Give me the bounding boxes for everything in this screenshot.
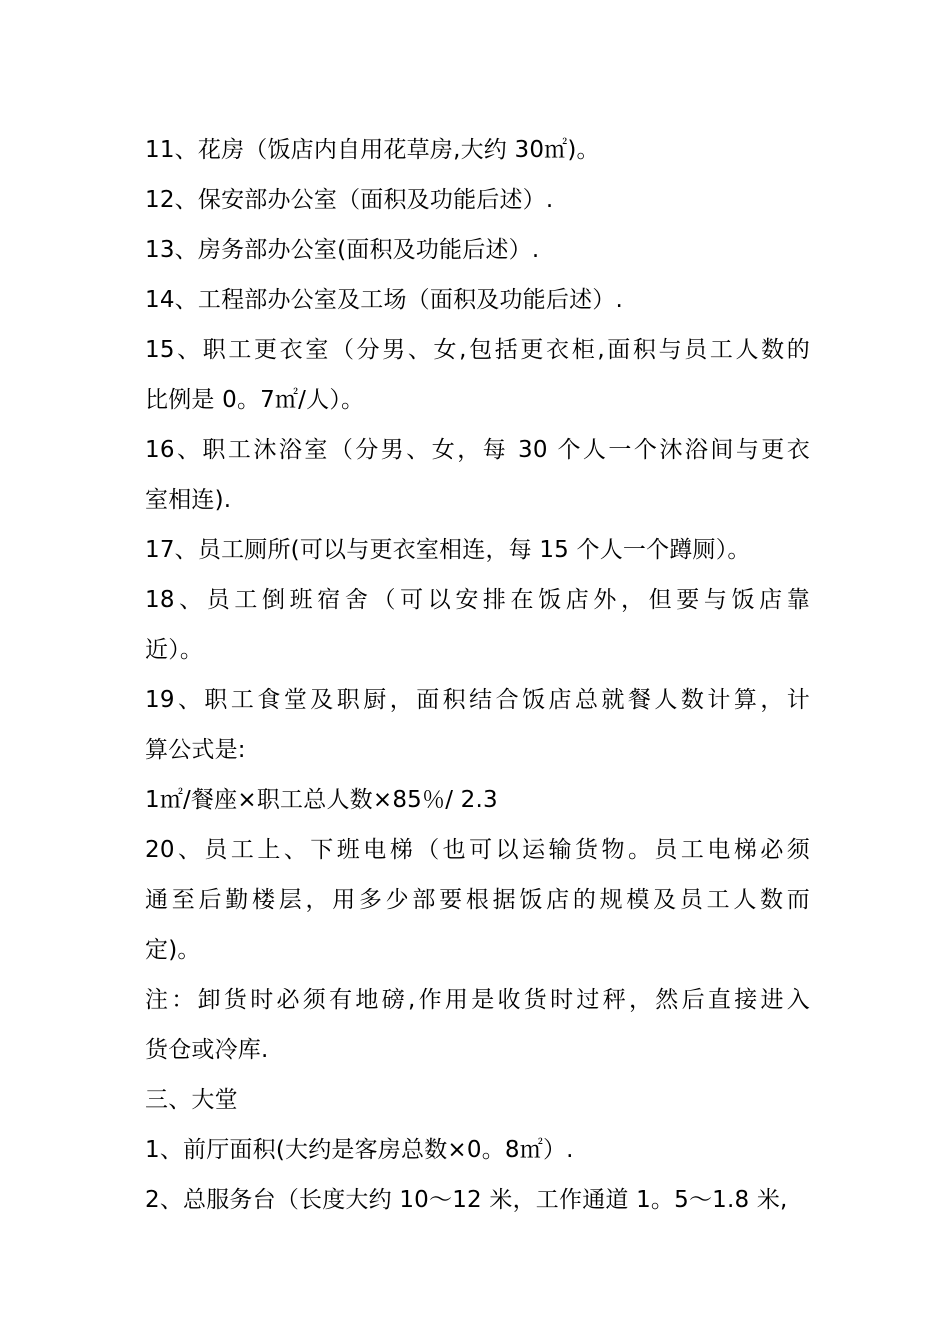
text-line-14-engineering-office: 14、工程部办公室及工场（面积及功能后述）. xyxy=(145,287,623,313)
text-line-note: 注：卸货时必须有地磅,作用是收货时过秤，然后直接进入 xyxy=(145,987,810,1013)
text-line-1-front-hall: 1、前厅面积(大约是客房总数×0。8㎡）. xyxy=(145,1137,574,1163)
text-line-16-continued: 室相连). xyxy=(145,487,232,513)
text-line-19-continued: 算公式是: xyxy=(145,737,246,763)
text-line-formula: 1㎡/餐座×职工总人数×85％/ 2.3 xyxy=(145,787,498,813)
text-line-18-staff-dormitory: 18、员工倒班宿舍（可以安排在饭店外，但要与饭店靠 xyxy=(145,587,810,613)
text-line-16-shower-room: 16、职工沐浴室（分男、女，每 30 个人一个沐浴间与更衣 xyxy=(145,437,810,463)
text-line-20-end: 定)。 xyxy=(145,937,201,963)
text-line-15-continued: 比例是 0。7㎡/人）。 xyxy=(145,387,365,413)
text-line-15-locker-room: 15、职工更衣室（分男、女,包括更衣柜,面积与员工人数的 xyxy=(145,337,810,363)
text-line-18-continued: 近）。 xyxy=(145,637,204,663)
text-line-20-staff-elevator: 20、员工上、下班电梯（也可以运输货物。员工电梯必须 xyxy=(145,837,810,863)
text-line-19-staff-canteen: 19、职工食堂及职厨，面积结合饭店总就餐人数计算，计 xyxy=(145,687,810,713)
document-body xyxy=(145,125,810,1225)
text-line-12-security-office: 12、保安部办公室（面积及功能后述）. xyxy=(145,187,554,213)
section-heading-lobby: 三、大堂 xyxy=(145,1087,238,1113)
text-line-note-continued: 货仓或冷库. xyxy=(145,1037,269,1063)
text-line-2-front-desk: 2、总服务台（长度大约 10～12 米，工作通道 1。5～1.8 米, xyxy=(145,1187,788,1213)
text-line-11-flower-room: 11、花房（饭店内自用花草房,大约 30㎡)。 xyxy=(145,137,600,163)
text-line-20-continued: 通至后勤楼层，用多少部要根据饭店的规模及员工人数而 xyxy=(145,887,810,913)
text-line-13-housekeeping-office: 13、房务部办公室(面积及功能后述）. xyxy=(145,237,540,263)
text-line-17-staff-toilet: 17、员工厕所(可以与更衣室相连，每 15 个人一个蹲厕）。 xyxy=(145,537,751,563)
